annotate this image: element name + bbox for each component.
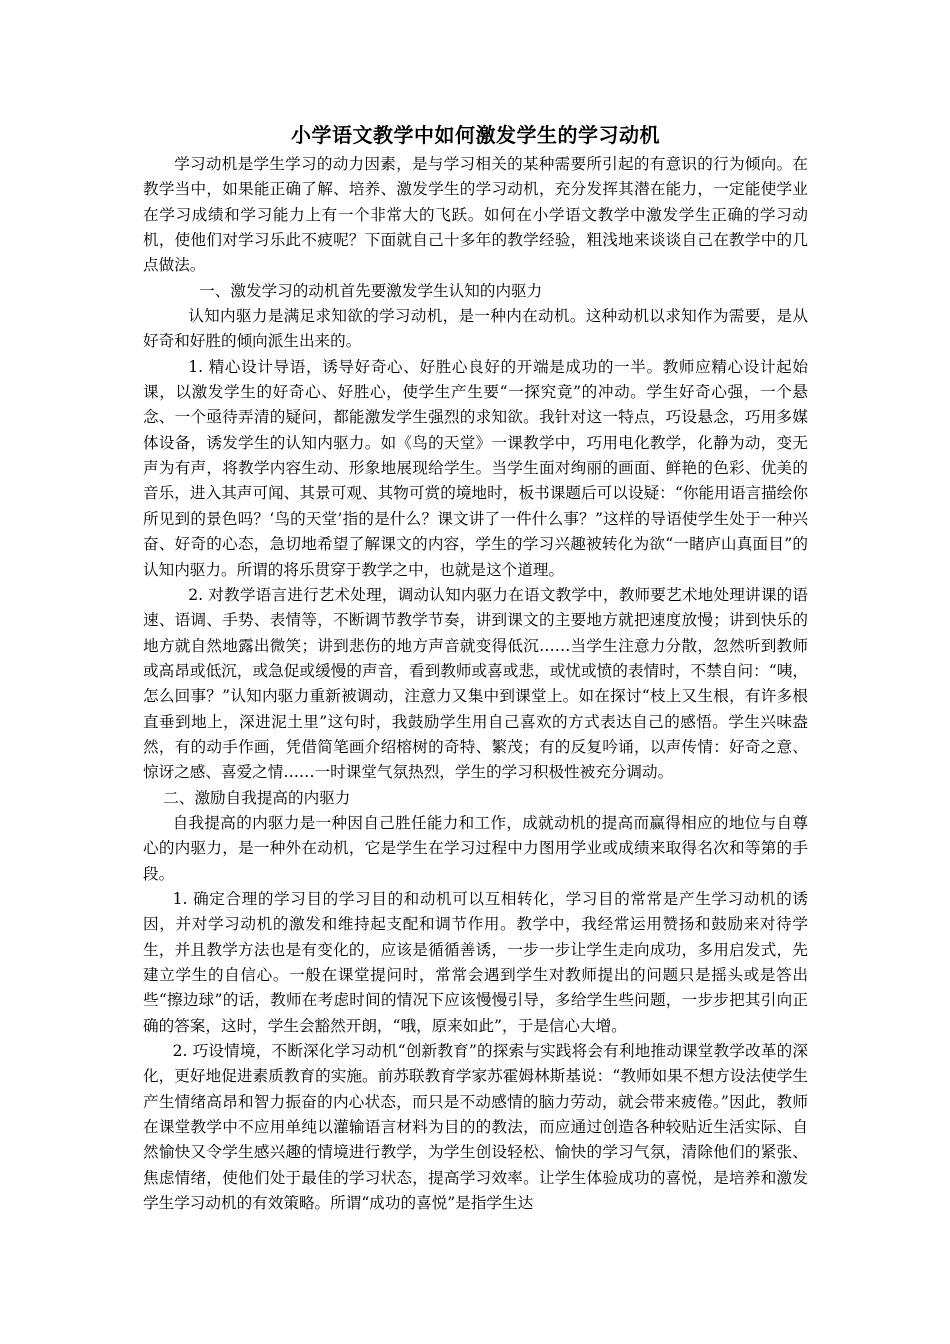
section-heading-2: 二、激励自我提高的内驱力 (163, 788, 351, 807)
section-heading-1: 一、激发学习的动机首先要激发学生认知的内驱力 (199, 281, 543, 300)
paragraph-cognitive-drive: 认知内驱力是满足求知欲的学习动机，是一种内在动机。这种动机以求知作为需要，是从好奇和好胜的倾向派生出来的。 (143, 307, 808, 351)
paragraph-point-1-2: 2. 对教学语言进行艺术处理，调动认知内驱力在语文教学中，教师要艺术地处理讲课的语速、语调、手势、表情等，不断调节教学节奏，讲到课文的主要地方就把速度放慢；讲到快乐的地方就自然地露出微笑；讲到悲伤的地方声音就变得低沉……当学生注意力分散，忽然听到教师或高昂或低沉，或急促或缓慢的声音，看到教师或喜或悲，或忧或愤的表情时，不禁自问：“咦，怎么回事？”认知内驱力重新被调动，注意力又集中到课堂上。如在探讨“枝上又生根，有许多根直垂到地上，深进泥土里”这句时，我鼓励学生用自己喜欢的方式表达自己的感悟。学生兴味盎然，有的动手作画，凭借简笔画介绍榕树的奇特、繁茂；有的反复吟诵，以声传情：好奇之意、惊讶之感、喜爱之情……一时课堂气氛热烈，学生的学习积极性被充分调动。 (143, 585, 808, 782)
document-page (143, 118, 808, 1216)
document-title: 小学语文教学中如何激发学生的学习动机 (291, 123, 660, 147)
paragraph-self-improvement: 自我提高的内驱力是一种因自己胜任能力和工作，成就动机的提高而赢得相应的地位与自尊心的内驱力，是一种外在动机，它是学生在学习过程中力图用学业或成绩来取得名次和等第的手段。 (143, 813, 808, 883)
paragraph-point-1-1: 1. 精心设计导语，诱导好奇心、好胜心良好的开端是成功的一半。教师应精心设计起始课，以激发学生的好奇心、好胜心，使学生产生要“一探究竟”的冲动。学生好奇心强，一个悬念、一个亟待弄清的疑问，都能激发学生强烈的求知欲。我针对这一特点，巧设悬念，巧用多媒体设备，诱发学生的认知内驱力。如《鸟的天堂》一课教学中，巧用电化教学，化静为动，变无声为有声，将教学内容生动、形象地展现给学生。当学生面对绚丽的画面、鲜艳的色彩、优美的音乐，进入其声可闻、其景可观、其物可赏的境地时，板书课题后可以设疑：“你能用语言描绘你所见到的景色吗？‘鸟的天堂’指的是什么？课文讲了一件什么事？”这样的导语使学生处于一种兴奋、好奇的心态，急切地希望了解课文的内容，学生的学习兴趣被转化为欲“一睹庐山真面目”的认知内驱力。所谓的将乐贯穿于教学之中，也就是这个道理。 (143, 357, 808, 579)
paragraph-intro: 学习动机是学生学习的动力因素，是与学习相关的某种需要所引起的有意识的行为倾向。在教学当中，如果能正确了解、培养、激发学生的学习动机，充分发挥其潜在能力，一定能使学业在学习成绩和学习能力上有一个非常大的飞跃。如何在小学语文教学中激发学生正确的学习动机，使他们对学习乐此不疲呢？下面就自己十多年的教学经验，粗浅地来谈谈自己在教学中的几点做法。 (143, 155, 808, 275)
paragraph-point-2-1: 1. 确定合理的学习目的学习目的和动机可以互相转化，学习目的常常是产生学习动机的诱因，并对学习动机的激发和维持起支配和调节作用。教学中，我经常运用赞扬和鼓励来对待学生，并且教学方法也是有变化的，应该是循循善诱，一步一步让学生走向成功，多用启发式，先建立学生的自信心。一般在课堂提问时，常常会遇到学生对教师提出的问题只是摇头或是答出些“擦边球”的话，教师在考虑时间的情况下应该慢慢引导，多给学生些问题，一步步把其引向正确的答案，这时，学生会豁然开朗，“哦，原来如此”，于是信心大增。 (143, 889, 808, 1035)
paragraph-point-2-2: 2. 巧设情境，不断深化学习动机“创新教育”的探索与实践将会有利地推动课堂教学改革的深化，更好地促进素质教育的实施。前苏联教育学家苏霍姆林斯基说：“教师如果不想方设法使学生产生情绪高昂和智力振奋的内心状态，而只是不动感情的脑力劳动，就会带来疲倦。”因此，教师在课堂教学中不应用单纯以灌输语言材料为目的的教法，而应通过创造各种较贴近生活实际、自然愉快又令学生感兴趣的情境进行教学，为学生创设轻松、愉快的学习气氛，清除他们的紧张、焦虑情绪，使他们处于最佳的学习状态，提高学习效率。让学生体验成功的喜悦，是培养和激发学生学习动机的有效策略。所谓“成功的喜悦”是指学生达 (143, 1042, 808, 1213)
